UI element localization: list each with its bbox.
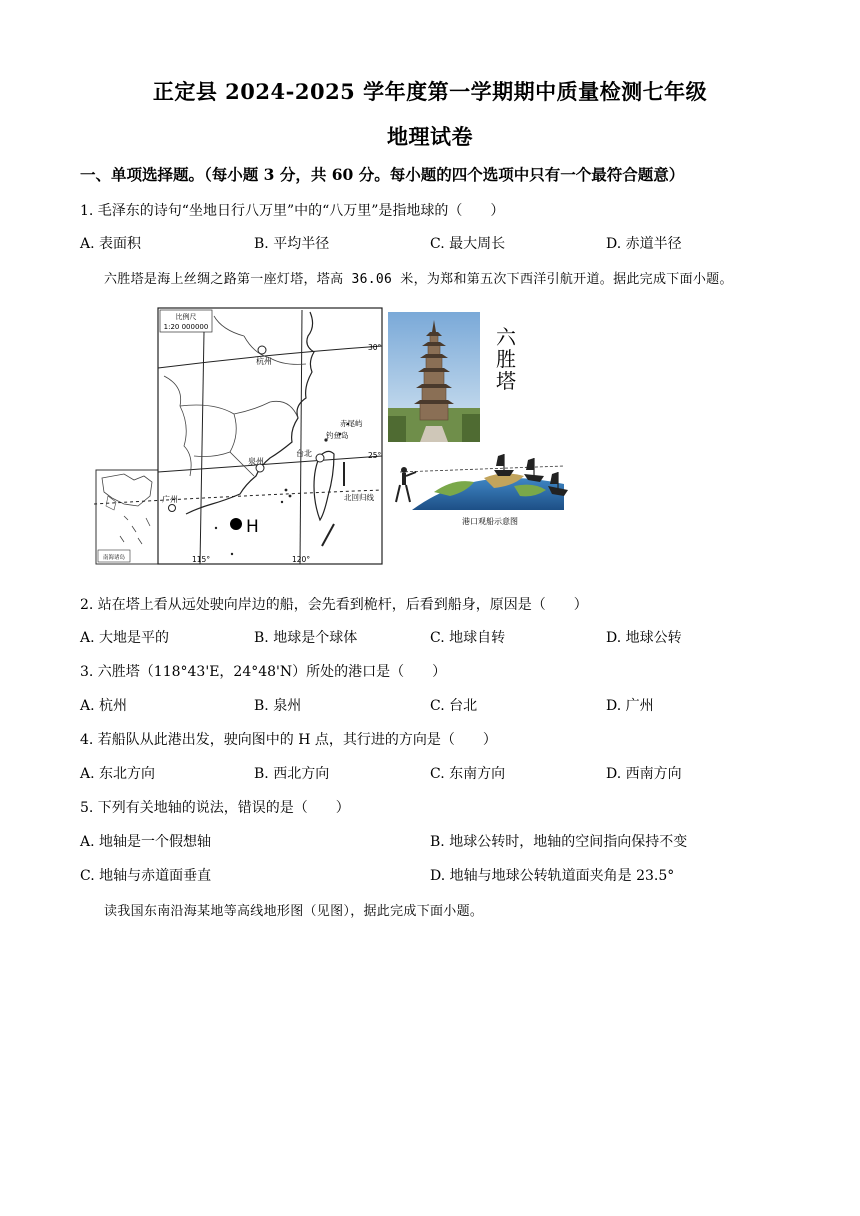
- q1-option-c: C. 最大周长: [430, 236, 506, 252]
- q4-option-d: D. 西南方向: [606, 766, 682, 782]
- ship-observation-diagram: [396, 454, 568, 526]
- q2-option-a: A. 大地是平的: [80, 630, 170, 646]
- point-h-marker: [230, 518, 242, 530]
- q1-option-d: D. 赤道半径: [606, 236, 682, 252]
- city-quanzhou: 泉州: [248, 457, 264, 466]
- q5-option-d: D. 地轴与地球公转轨道面夹角是 23.5°: [430, 868, 675, 884]
- label-lat-25: 25°: [368, 451, 382, 460]
- exam-title: 正定县 2024-2025 学年度第一学期期中质量检测七年级: [152, 79, 708, 104]
- inset-map: [96, 470, 158, 564]
- city-taibei: 台北: [296, 449, 312, 458]
- scale-value: 1:20 000000: [163, 323, 209, 331]
- figure-map-and-pagoda: [94, 306, 574, 568]
- intro-liushengta: 六胜塔是海上丝绸之路第一座灯塔，塔高 36.06 米，为郑和第五次下西洋引航开道。据此完成下面小题。: [104, 272, 733, 287]
- label-lon-115: 115°: [192, 555, 211, 564]
- question-5-stem: 5. 下列有关地轴的说法，错误的是（ ）: [80, 800, 350, 816]
- q5-option-a: A. 地轴是一个假想轴: [80, 834, 212, 850]
- q1-option-b: B. 平均半径: [254, 236, 330, 252]
- section-heading: 一、单项选择题。（每小题 3 分，共 60 分。每小题的四个选项中只有一个最符合题意）: [80, 165, 685, 184]
- ship-diagram-caption: 港口观船示意图: [462, 517, 518, 526]
- q1-option-a: A. 表面积: [80, 236, 142, 252]
- pagoda-name-1: 六: [496, 325, 516, 349]
- inset-label: 南海诸岛: [102, 555, 126, 561]
- q5-option-c: C. 地轴与赤道面垂直: [80, 868, 212, 884]
- intro-contour-map: 读我国东南沿海某地等高线地形图（见图），据此完成下面小题。: [104, 904, 484, 919]
- exam-subject: 地理试卷: [387, 124, 473, 149]
- q3-option-d: D. 广州: [606, 698, 654, 714]
- q3-option-a: A. 杭州: [80, 698, 128, 714]
- q4-option-a: A. 东北方向: [80, 766, 156, 782]
- point-h-label: H: [246, 517, 259, 537]
- question-4-stem: 4. 若船队从此港出发，驶向图中的 H 点，其行进的方向是（ ）: [80, 732, 497, 748]
- q3-option-b: B. 泉州: [254, 698, 302, 714]
- q4-option-b: B. 西北方向: [254, 766, 330, 782]
- q2-option-b: B. 地球是个球体: [254, 630, 358, 646]
- question-3-stem: 3. 六胜塔（118°43'E，24°48'N）所处的港口是（ ）: [80, 664, 447, 680]
- q3-option-c: C. 台北: [430, 698, 478, 714]
- pagoda-name-2: 胜: [496, 347, 516, 371]
- q5-option-b: B. 地球公转时，地轴的空间指向保持不变: [430, 834, 688, 850]
- pagoda-photo: [388, 312, 517, 442]
- label-lon-120: 120°: [292, 555, 311, 564]
- q4-option-c: C. 东南方向: [430, 766, 506, 782]
- label-chiwei: 赤尾屿: [340, 419, 363, 428]
- label-lat-30: 30°: [368, 343, 382, 352]
- question-2-stem: 2. 站在塔上看从远处驶向岸边的船，会先看到桅杆，后看到船身，原因是（ ）: [80, 597, 588, 613]
- question-1-stem: 1. 毛泽东的诗句“坐地日行八万里”中的“八万里”是指地球的（ ）: [80, 203, 505, 219]
- city-guangzhou: 广州: [162, 495, 178, 504]
- observer-icon: [396, 467, 416, 502]
- pagoda-name-3: 塔: [496, 369, 516, 393]
- q2-option-c: C. 地球自转: [430, 630, 506, 646]
- q2-option-d: D. 地球公转: [606, 630, 682, 646]
- label-diaoyu: 钓鱼岛: [326, 431, 349, 440]
- city-hangzhou: 杭州: [256, 357, 272, 366]
- scale-label: 比例尺: [175, 313, 197, 321]
- label-tropic: 北回归线: [344, 493, 374, 502]
